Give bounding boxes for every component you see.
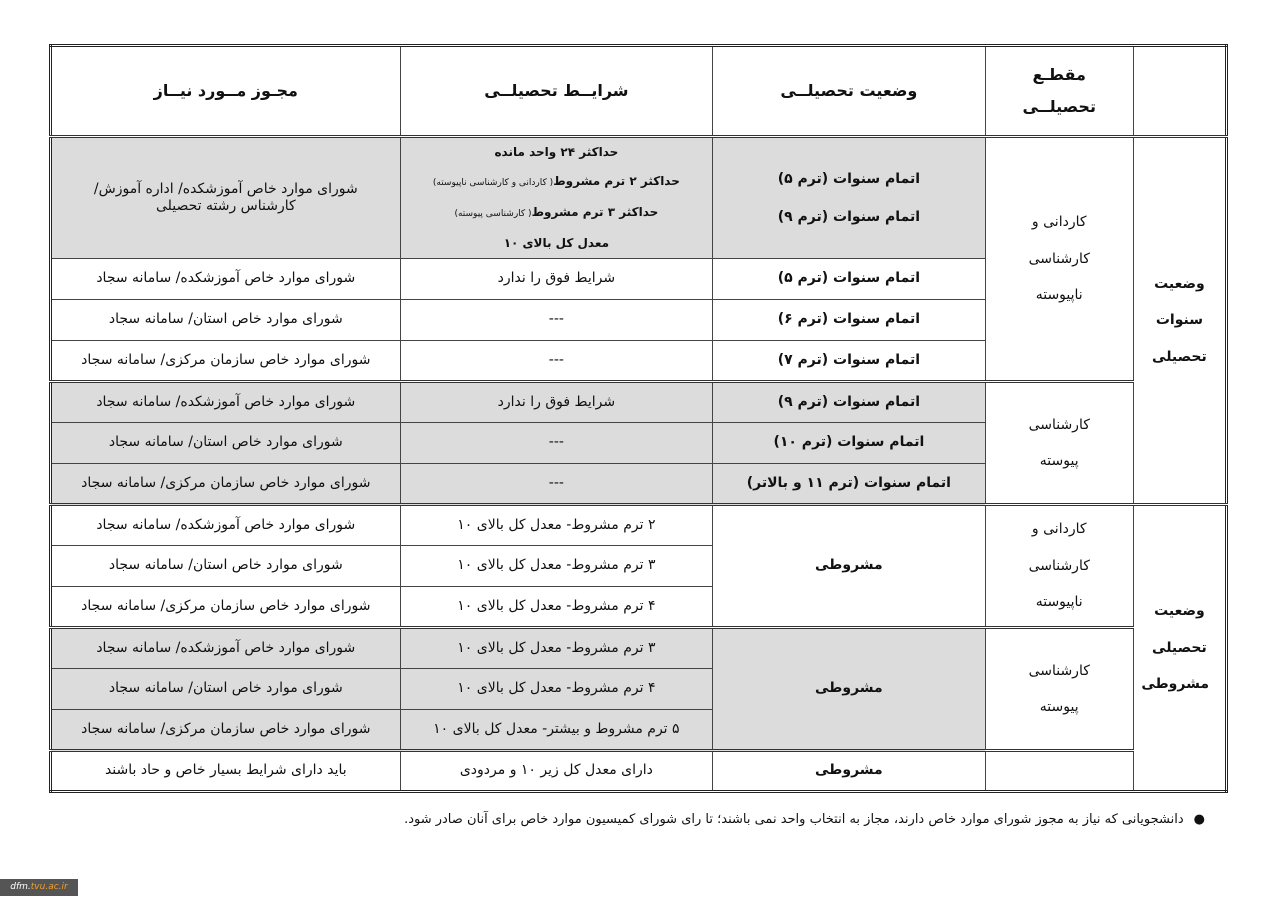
conditions-cell: ۴ ترم مشروط- معدل کل بالای ۱۰: [400, 669, 713, 710]
table-row: [51, 137, 1227, 259]
table-row: [51, 628, 1227, 669]
header-level: مقطـع تحصیلــی: [985, 46, 1133, 137]
watermark-prefix: dfm.: [10, 882, 31, 892]
table-row: [51, 382, 1227, 423]
permit-cell: شورای موارد خاص استان/ سامانه سجاد: [51, 669, 401, 710]
table-row: [51, 505, 1227, 546]
conditions-cell: ---: [400, 341, 713, 382]
condition-line: [405, 229, 709, 258]
permit-cell: شورای موارد خاص استان/ سامانه سجاد: [51, 300, 401, 341]
watermark-accent: tvu.ac.ir: [30, 882, 68, 892]
permit-cell: شورای موارد خاص آموزشکده/ سامانه سجاد: [51, 382, 401, 423]
conditions-cell: ۵ ترم مشروط و بیشتر- معدل کل بالای ۱۰: [400, 710, 713, 751]
header-status: وضعیت تحصیلــی: [713, 46, 985, 137]
status-cell: مشروطی: [713, 628, 985, 751]
status-cell: [713, 341, 985, 382]
status-cell: [713, 259, 985, 300]
status-cell: [713, 464, 985, 505]
level-cell: کاردانی و کارشناسی ناپیوسته: [985, 505, 1133, 628]
permit-cell: شورای موارد خاص آموزشکده/ اداره آموزش/ کارشناس رشته تحصیلی: [51, 137, 401, 259]
table-row: [51, 751, 1227, 792]
condition-line: [405, 138, 709, 167]
status-line: اتمام سنوات (ترم ۷): [777, 351, 921, 368]
status-line: اتمام سنوات (ترم ۹): [777, 393, 921, 410]
permit-cell: شورای موارد خاص آموزشکده/ سامانه سجاد: [51, 628, 401, 669]
footnote-text: دانشجویانی که نیاز به مجوز شورای موارد خاص دارند، مجاز به انتخاب واحد نمی باشند؛ تا رای شورای کمیسیون موارد خاص برای آنان صادر شود.: [404, 812, 1184, 827]
status-cell: [713, 300, 985, 341]
header-conditions: شرایــط تحصیلــی: [400, 46, 713, 137]
status-cell: [713, 382, 985, 423]
status-line: اتمام سنوات (ترم ۵): [777, 270, 921, 287]
conditions-cell: دارای معدل کل زیر ۱۰ و مردودی: [400, 751, 713, 792]
level-cell: [985, 751, 1133, 792]
conditions-cell: [400, 137, 713, 259]
permit-cell: شورای موارد خاص سازمان مرکزی/ سامانه سجاد: [51, 710, 401, 751]
academic-status-table: [49, 44, 1228, 793]
condition-main: حداکثر ۲۴ واحد مانده: [494, 145, 619, 159]
level-cell: کارشناسی پیوسته: [985, 382, 1133, 505]
conditions-cell: شرایط فوق را ندارد: [400, 259, 713, 300]
table-body: [51, 137, 1227, 792]
footnote: [404, 812, 1205, 827]
permit-cell: شورای موارد خاص آموزشکده/ سامانه سجاد: [51, 505, 401, 546]
bullet-icon: ●: [1193, 812, 1205, 827]
condition-main: حداکثر ۳ ترم مشروط: [531, 205, 659, 219]
conditions-cell: شرایط فوق را ندارد: [400, 382, 713, 423]
permit-cell: شورای موارد خاص سازمان مرکزی/ سامانه سجاد: [51, 464, 401, 505]
permit-cell: شورای موارد خاص استان/ سامانه سجاد: [51, 423, 401, 464]
status-line: اتمام سنوات (ترم ۶): [777, 311, 921, 328]
section-label: وضعیت سنوات تحصیلی: [1133, 137, 1226, 505]
condition-note: ( کاردانی و کارشناسی ناپیوسته): [432, 178, 554, 188]
header-section: [1133, 46, 1226, 137]
permit-cell: شورای موارد خاص آموزشکده/ سامانه سجاد: [51, 259, 401, 300]
section-label: وضعیت تحصیلی مشروطی: [1133, 505, 1226, 792]
status-line: اتمام سنوات (ترم ۹): [777, 209, 921, 225]
status-line: اتمام سنوات (ترم ۱۱ و بالاتر): [746, 474, 951, 491]
permit-cell: شورای موارد خاص سازمان مرکزی/ سامانه سجاد: [51, 341, 401, 382]
condition-main: معدل کل بالای ۱۰: [503, 236, 610, 250]
condition-note: ( کارشناسی پیوسته): [454, 209, 532, 219]
level-cell: کاردانی و کارشناسی ناپیوسته: [985, 137, 1133, 382]
conditions-cell: ---: [400, 300, 713, 341]
permit-cell: باید دارای شرایط بسیار خاص و حاد باشند: [51, 751, 401, 792]
header-permit: مجـوز مــورد نیــاز: [51, 46, 401, 137]
status-cell: مشروطی: [713, 751, 985, 792]
permit-cell: شورای موارد خاص استان/ سامانه سجاد: [51, 546, 401, 587]
conditions-cell: ۳ ترم مشروط- معدل کل بالای ۱۰: [400, 628, 713, 669]
condition-line: [405, 198, 709, 229]
watermark-logo: [0, 879, 78, 896]
condition-main: حداکثر ۲ ترم مشروط: [553, 174, 680, 188]
status-line: اتمام سنوات (ترم ۵): [777, 171, 921, 187]
conditions-cell: ۲ ترم مشروط- معدل کل بالای ۱۰: [400, 505, 713, 546]
conditions-cell: ۴ ترم مشروط- معدل کل بالای ۱۰: [400, 587, 713, 628]
permit-cell: شورای موارد خاص سازمان مرکزی/ سامانه سجاد: [51, 587, 401, 628]
level-cell: کارشناسی پیوسته: [985, 628, 1133, 751]
status-cell: [713, 423, 985, 464]
status-cell: مشروطی: [713, 505, 985, 628]
status-line: اتمام سنوات (ترم ۱۰): [773, 434, 925, 451]
conditions-cell: ۳ ترم مشروط- معدل کل بالای ۱۰: [400, 546, 713, 587]
table-header-row: [51, 46, 1227, 137]
conditions-cell: ---: [400, 464, 713, 505]
condition-line: [405, 167, 709, 198]
conditions-cell: ---: [400, 423, 713, 464]
status-cell: [713, 137, 985, 259]
